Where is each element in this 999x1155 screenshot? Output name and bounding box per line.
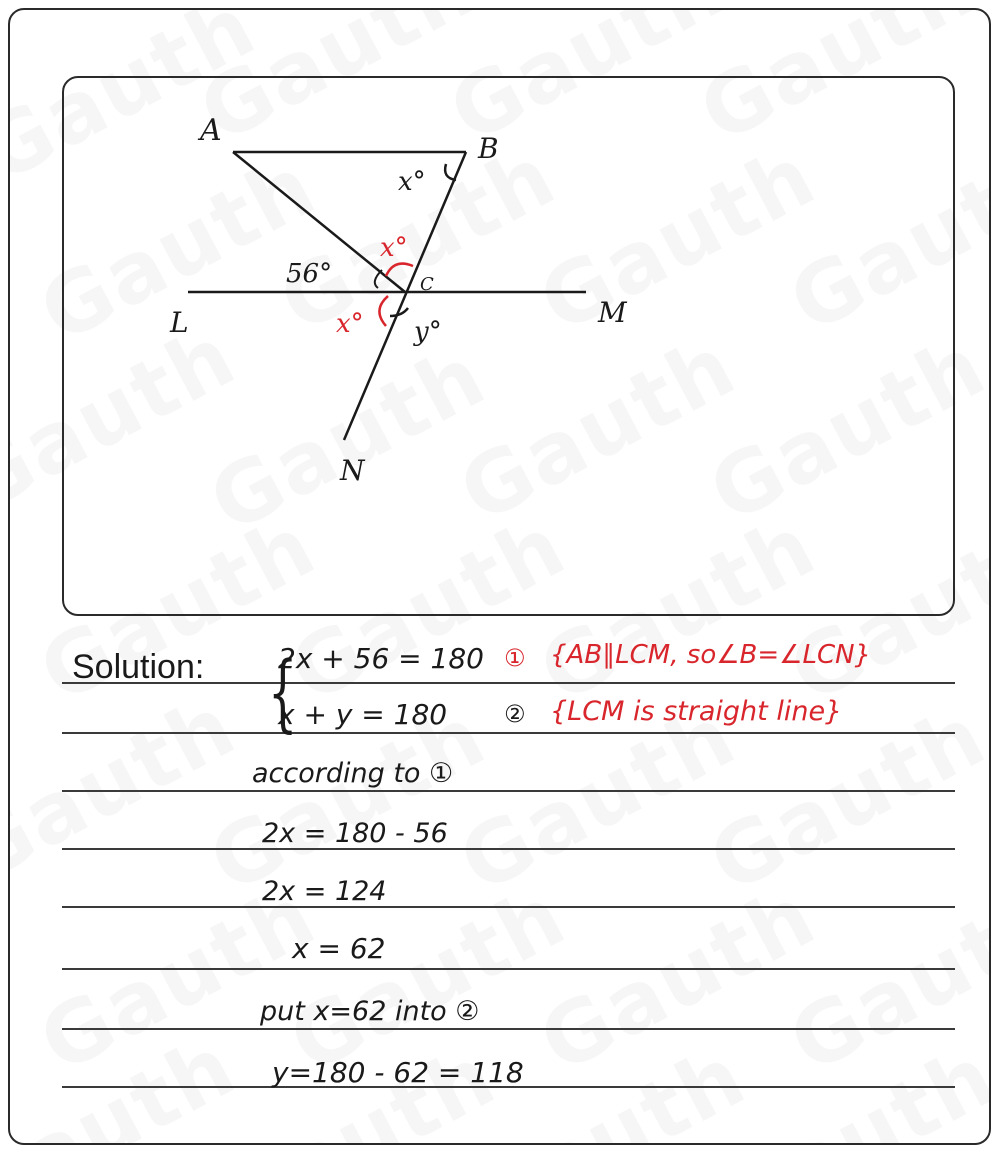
watermark-text [8,676,251,901]
system-brace: { [268,643,298,741]
angle-arc-lcn [379,296,388,326]
equation-1: 2x + 56 = 180 [278,642,484,675]
step-x-value: x = 62 [292,932,386,965]
step-according: according to ① [252,758,454,789]
ruled-line [62,732,955,734]
angle-label-top-c: x° [380,233,408,263]
step-simplify: 2x = 124 [262,876,387,907]
angle-label-lcn: x° [336,309,364,339]
watermark-text [8,1016,251,1145]
equation-2: x + y = 180 [278,698,448,731]
angle-label-acl: 56° [286,259,333,289]
point-label-n: N [340,454,365,487]
ruled-line [62,1028,955,1030]
ruled-line [62,790,955,792]
geometry-diagram [10,10,991,630]
step-substitute: put x=62 into ② [260,996,480,1027]
step-y-value: y=180 - 62 = 118 [272,1056,524,1089]
ruled-line [62,848,955,850]
ruled-line [62,968,955,970]
watermark-text [774,866,991,1091]
angle-label-mcn: y° [414,317,442,347]
point-label-c: C [420,274,434,295]
watermark-text [524,866,831,1091]
solution-title: Solution: [72,648,205,686]
equation-2-marker: ② [504,700,526,728]
equation-2-reason: {LCM is straight line} [550,696,843,727]
equation-1-reason: {AB∥LCM, so∠B=∠LCN} [550,640,872,670]
point-label-m: M [598,296,627,329]
point-label-l: L [170,306,189,339]
angle-arc-top-c [386,264,413,276]
point-label-b: B [478,132,499,165]
point-label-a: A [200,113,222,148]
ruled-line [62,906,955,908]
equation-1-marker: ① [504,644,526,672]
step-subtract: 2x = 180 - 56 [262,818,448,849]
angle-label-b: x° [398,167,426,197]
worksheet-page [8,8,991,1145]
